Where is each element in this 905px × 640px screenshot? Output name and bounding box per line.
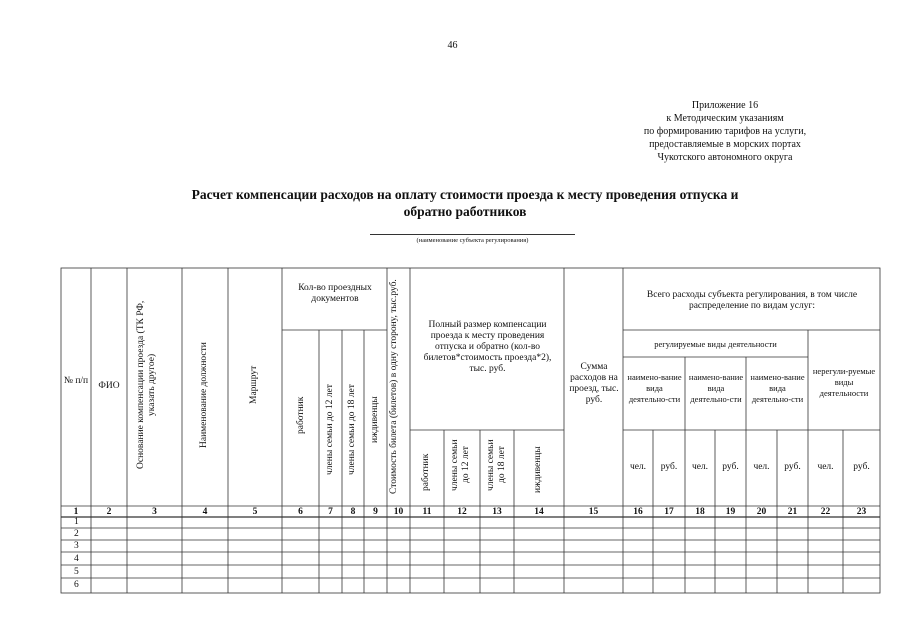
header-docs-dep: иждивенцы <box>370 396 380 444</box>
header-activity-1: наимено-вание вида деятельно-сти <box>627 372 682 404</box>
row-number: 4 <box>74 554 79 564</box>
title-line: Расчет компенсации расходов на оплату стоимости проезда к месту проведения отпуска и <box>191 187 739 202</box>
row-number: 1 <box>74 517 79 527</box>
header-full-dep: иждивенцы <box>533 446 543 494</box>
col-number: 5 <box>252 507 258 517</box>
title-line: обратно работников <box>403 204 527 219</box>
row-number: 3 <box>74 541 79 551</box>
header-docs-worker: работник <box>296 396 306 434</box>
header-regulated: регулируемые виды деятельности <box>654 339 777 349</box>
col-number: 4 <box>202 507 208 517</box>
col-number: 20 <box>756 507 767 517</box>
col-number: 23 <box>856 507 867 517</box>
header-rub-21: руб. <box>784 462 801 472</box>
col-number: 7 <box>328 507 333 517</box>
col-number: 6 <box>298 507 303 517</box>
appendix-line: Приложение 16 <box>691 100 759 111</box>
header-no: № п/п <box>63 376 89 386</box>
row-number: 2 <box>74 529 79 539</box>
header-fio: ФИО <box>98 381 120 391</box>
header-position: Наименование должности <box>199 342 209 448</box>
header-full-fam18: члены семьи до 18 лет <box>486 439 507 491</box>
col-number: 11 <box>422 507 432 517</box>
header-activity-3: наимено-вание вида деятельно-сти <box>750 372 805 404</box>
col-number: 16 <box>633 507 643 517</box>
row-number: 6 <box>74 580 79 590</box>
page-number: 46 <box>447 40 458 51</box>
header-rub-23: руб. <box>853 462 870 472</box>
col-number: 14 <box>534 507 544 517</box>
col-number: 19 <box>725 507 736 517</box>
col-number: 12 <box>457 507 467 517</box>
col-number: 9 <box>373 507 378 517</box>
header-full-compensation: Полный размер компенсации проезда к месту проведения отпуска и обратно (кол-во билетов*стоимость проезда*2), тыс. руб. <box>423 320 552 374</box>
col-number: 18 <box>695 507 705 517</box>
appendix-line: Чукотского автономного округа <box>657 152 793 163</box>
subject-caption: (наименование субъекта регулирования) <box>416 237 529 244</box>
header-people-20: чел. <box>753 462 770 472</box>
header-activity-2: наимено-вание вида деятельно-сти <box>688 372 744 404</box>
row-number: 5 <box>74 567 79 577</box>
col-number: 3 <box>152 507 157 517</box>
appendix-line: к Методическим указаниям <box>666 113 784 124</box>
header-rub-19: руб. <box>722 462 739 472</box>
header-total: Всего расходы субъекта регулирования, в том числе распределение по видам услуг: <box>646 290 858 311</box>
header-route: Маршрут <box>249 365 259 405</box>
appendix-line: по формированию тарифов на услуги, <box>643 126 807 137</box>
col-number: 8 <box>350 507 356 517</box>
header-basis: Основание компенсации проезда (ТК РФ, указать другое) <box>136 300 157 470</box>
header-full-worker: работник <box>421 453 431 492</box>
appendix-line: предоставляемые в морских портах <box>649 139 801 150</box>
header-people-18: чел. <box>691 462 709 472</box>
header-people-22: чел. <box>817 462 834 472</box>
col-number: 1 <box>73 507 79 517</box>
header-unregulated: нерегули-руемые виды деятельности <box>812 366 876 398</box>
col-number: 22 <box>820 507 831 517</box>
header-sum: Сумма расходов на проезд, тыс. руб. <box>569 362 619 405</box>
col-number: 13 <box>492 507 502 517</box>
header-ticket-cost: Стоимость билета (билетов) в одну сторону, тыс.руб. <box>389 279 399 495</box>
col-number: 17 <box>664 507 674 517</box>
header-docs-fam18: члены семьи до 18 лет <box>347 384 357 476</box>
header-people-16: чел. <box>629 462 647 472</box>
header-docs-fam12: члены семьи до 12 лет <box>325 384 335 476</box>
col-number: 10 <box>393 507 404 517</box>
col-number: 21 <box>787 507 798 517</box>
header-rub-17: руб. <box>660 462 678 472</box>
header-full-fam12: члены семьи до 12 лет <box>450 439 471 491</box>
col-number: 15 <box>588 507 599 517</box>
header-docs: Кол-во проездных документов <box>298 283 372 304</box>
col-number: 2 <box>106 507 112 517</box>
